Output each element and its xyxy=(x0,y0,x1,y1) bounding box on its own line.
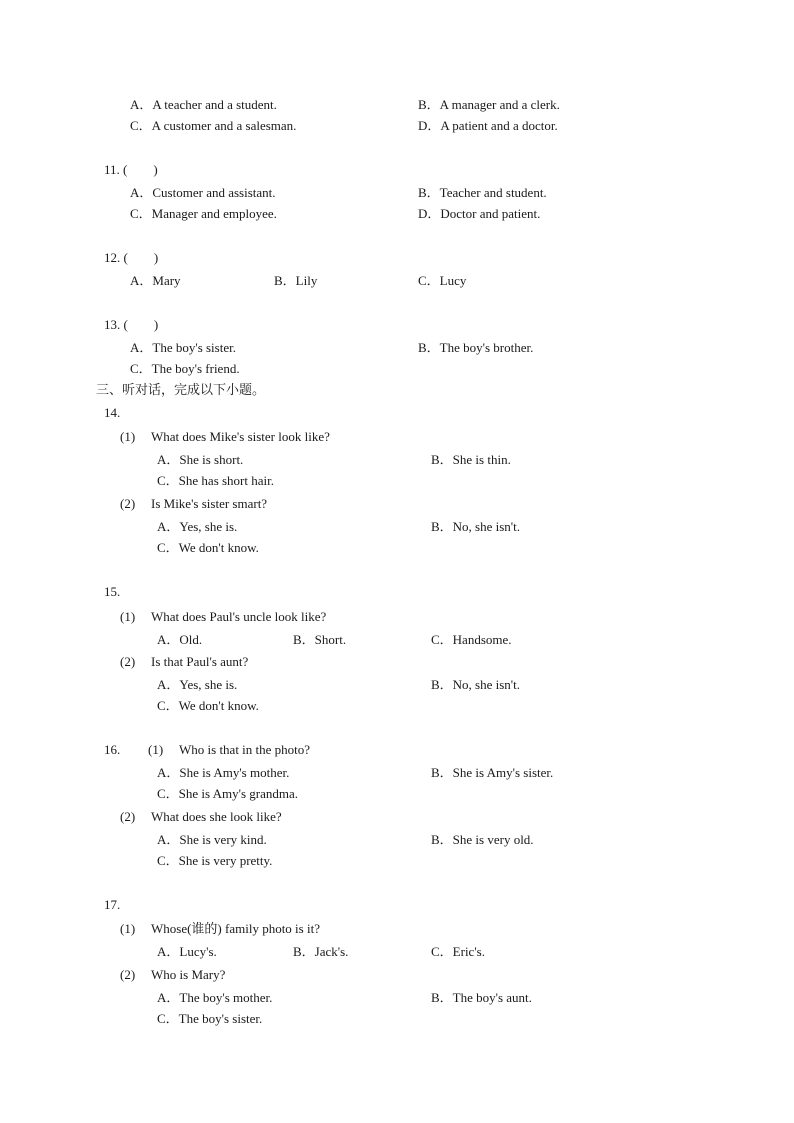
q16-sub1-option-a: A．She is Amy's mother. xyxy=(157,765,290,780)
q16-sub2-question: What does she look like? xyxy=(151,809,282,824)
q16-sub1-option-c: C．She is Amy's grandma. xyxy=(157,786,299,801)
q13-option-a: A．The boy's sister. xyxy=(130,340,236,355)
q17-sub2-number: (2) xyxy=(120,967,136,982)
q17-sub1-option-a: A．Lucy's. xyxy=(157,944,217,959)
q17-number: 17. xyxy=(104,897,121,912)
q15-sub2-option-b: B．No, she isn't. xyxy=(431,677,521,692)
q17-sub2-option-c: C．The boy's sister. xyxy=(157,1011,263,1026)
q15-sub2-option-a: A．Yes, she is. xyxy=(157,677,238,692)
q16-sub1-question: Who is that in the photo? xyxy=(179,742,311,757)
q11-option-c: C．Manager and employee. xyxy=(130,206,277,221)
q13-option-b: B．The boy's brother. xyxy=(418,340,534,355)
q14-sub1-option-b: B．She is thin. xyxy=(431,452,511,467)
q17-sub1-option-c: C．Eric's. xyxy=(431,944,485,959)
q11-number: 11. ( ) xyxy=(104,162,158,177)
q14-sub1-option-c: C．She has short hair. xyxy=(157,473,274,488)
q12-option-a: A．Mary xyxy=(130,273,181,288)
q17-sub2-question: Who is Mary? xyxy=(151,967,226,982)
q15-sub1-option-c: C．Handsome. xyxy=(431,632,512,647)
q17-sub1-number: (1) xyxy=(120,921,136,936)
q16-sub2-option-b: B．She is very old. xyxy=(431,832,534,847)
q15-sub1-question: What does Paul's uncle look like? xyxy=(151,609,327,624)
q15-sub2-question: Is that Paul's aunt? xyxy=(151,654,249,669)
q15-sub2-option-c: C．We don't know. xyxy=(157,698,259,713)
q16-sub1-number: (1) xyxy=(148,742,164,757)
q10-option-d: D．A patient and a doctor. xyxy=(418,118,558,133)
q14-sub2-option-a: A．Yes, she is. xyxy=(157,519,238,534)
q17-sub1-question: Whose(谁的) family photo is it? xyxy=(151,921,320,936)
q11-option-a: A．Customer and assistant. xyxy=(130,185,276,200)
q15-number: 15. xyxy=(104,584,121,599)
q10-option-a: A．A teacher and a student. xyxy=(130,97,277,112)
q14-sub1-option-a: A．She is short. xyxy=(157,452,244,467)
q15-sub2-number: (2) xyxy=(120,654,136,669)
q14-sub2-number: (2) xyxy=(120,496,136,511)
q17-sub2-option-a: A．The boy's mother. xyxy=(157,990,273,1005)
q15-sub1-option-a: A．Old. xyxy=(157,632,203,647)
q14-sub1-number: (1) xyxy=(120,429,136,444)
q13-number: 13. ( ) xyxy=(104,317,159,332)
q14-number: 14. xyxy=(104,405,121,420)
q11-option-d: D．Doctor and patient. xyxy=(418,206,541,221)
q11-option-b: B．Teacher and student. xyxy=(418,185,547,200)
q16-sub2-option-a: A．She is very kind. xyxy=(157,832,267,847)
q15-sub1-option-b: B．Short. xyxy=(293,632,347,647)
q14-sub2-option-b: B．No, she isn't. xyxy=(431,519,521,534)
q17-sub2-option-b: B．The boy's aunt. xyxy=(431,990,532,1005)
q16-sub2-option-c: C．She is very pretty. xyxy=(157,853,273,868)
q12-option-b: B．Lily xyxy=(274,273,318,288)
q14-sub2-option-c: C．We don't know. xyxy=(157,540,259,555)
q10-option-b: B．A manager and a clerk. xyxy=(418,97,560,112)
q10-option-c: C．A customer and a salesman. xyxy=(130,118,297,133)
q16-sub1-option-b: B．She is Amy's sister. xyxy=(431,765,554,780)
section-heading: 三、听对话，完成以下小题。 xyxy=(96,382,266,397)
q12-number: 12. ( ) xyxy=(104,250,159,265)
q16-sub2-number: (2) xyxy=(120,809,136,824)
q13-option-c: C．The boy's friend. xyxy=(130,361,240,376)
q14-sub1-question: What does Mike's sister look like? xyxy=(151,429,330,444)
q17-sub1-option-b: B．Jack's. xyxy=(293,944,349,959)
q14-sub2-question: Is Mike's sister smart? xyxy=(151,496,268,511)
q15-sub1-number: (1) xyxy=(120,609,136,624)
q12-option-c: C．Lucy xyxy=(418,273,467,288)
q16-number: 16. xyxy=(104,742,121,757)
